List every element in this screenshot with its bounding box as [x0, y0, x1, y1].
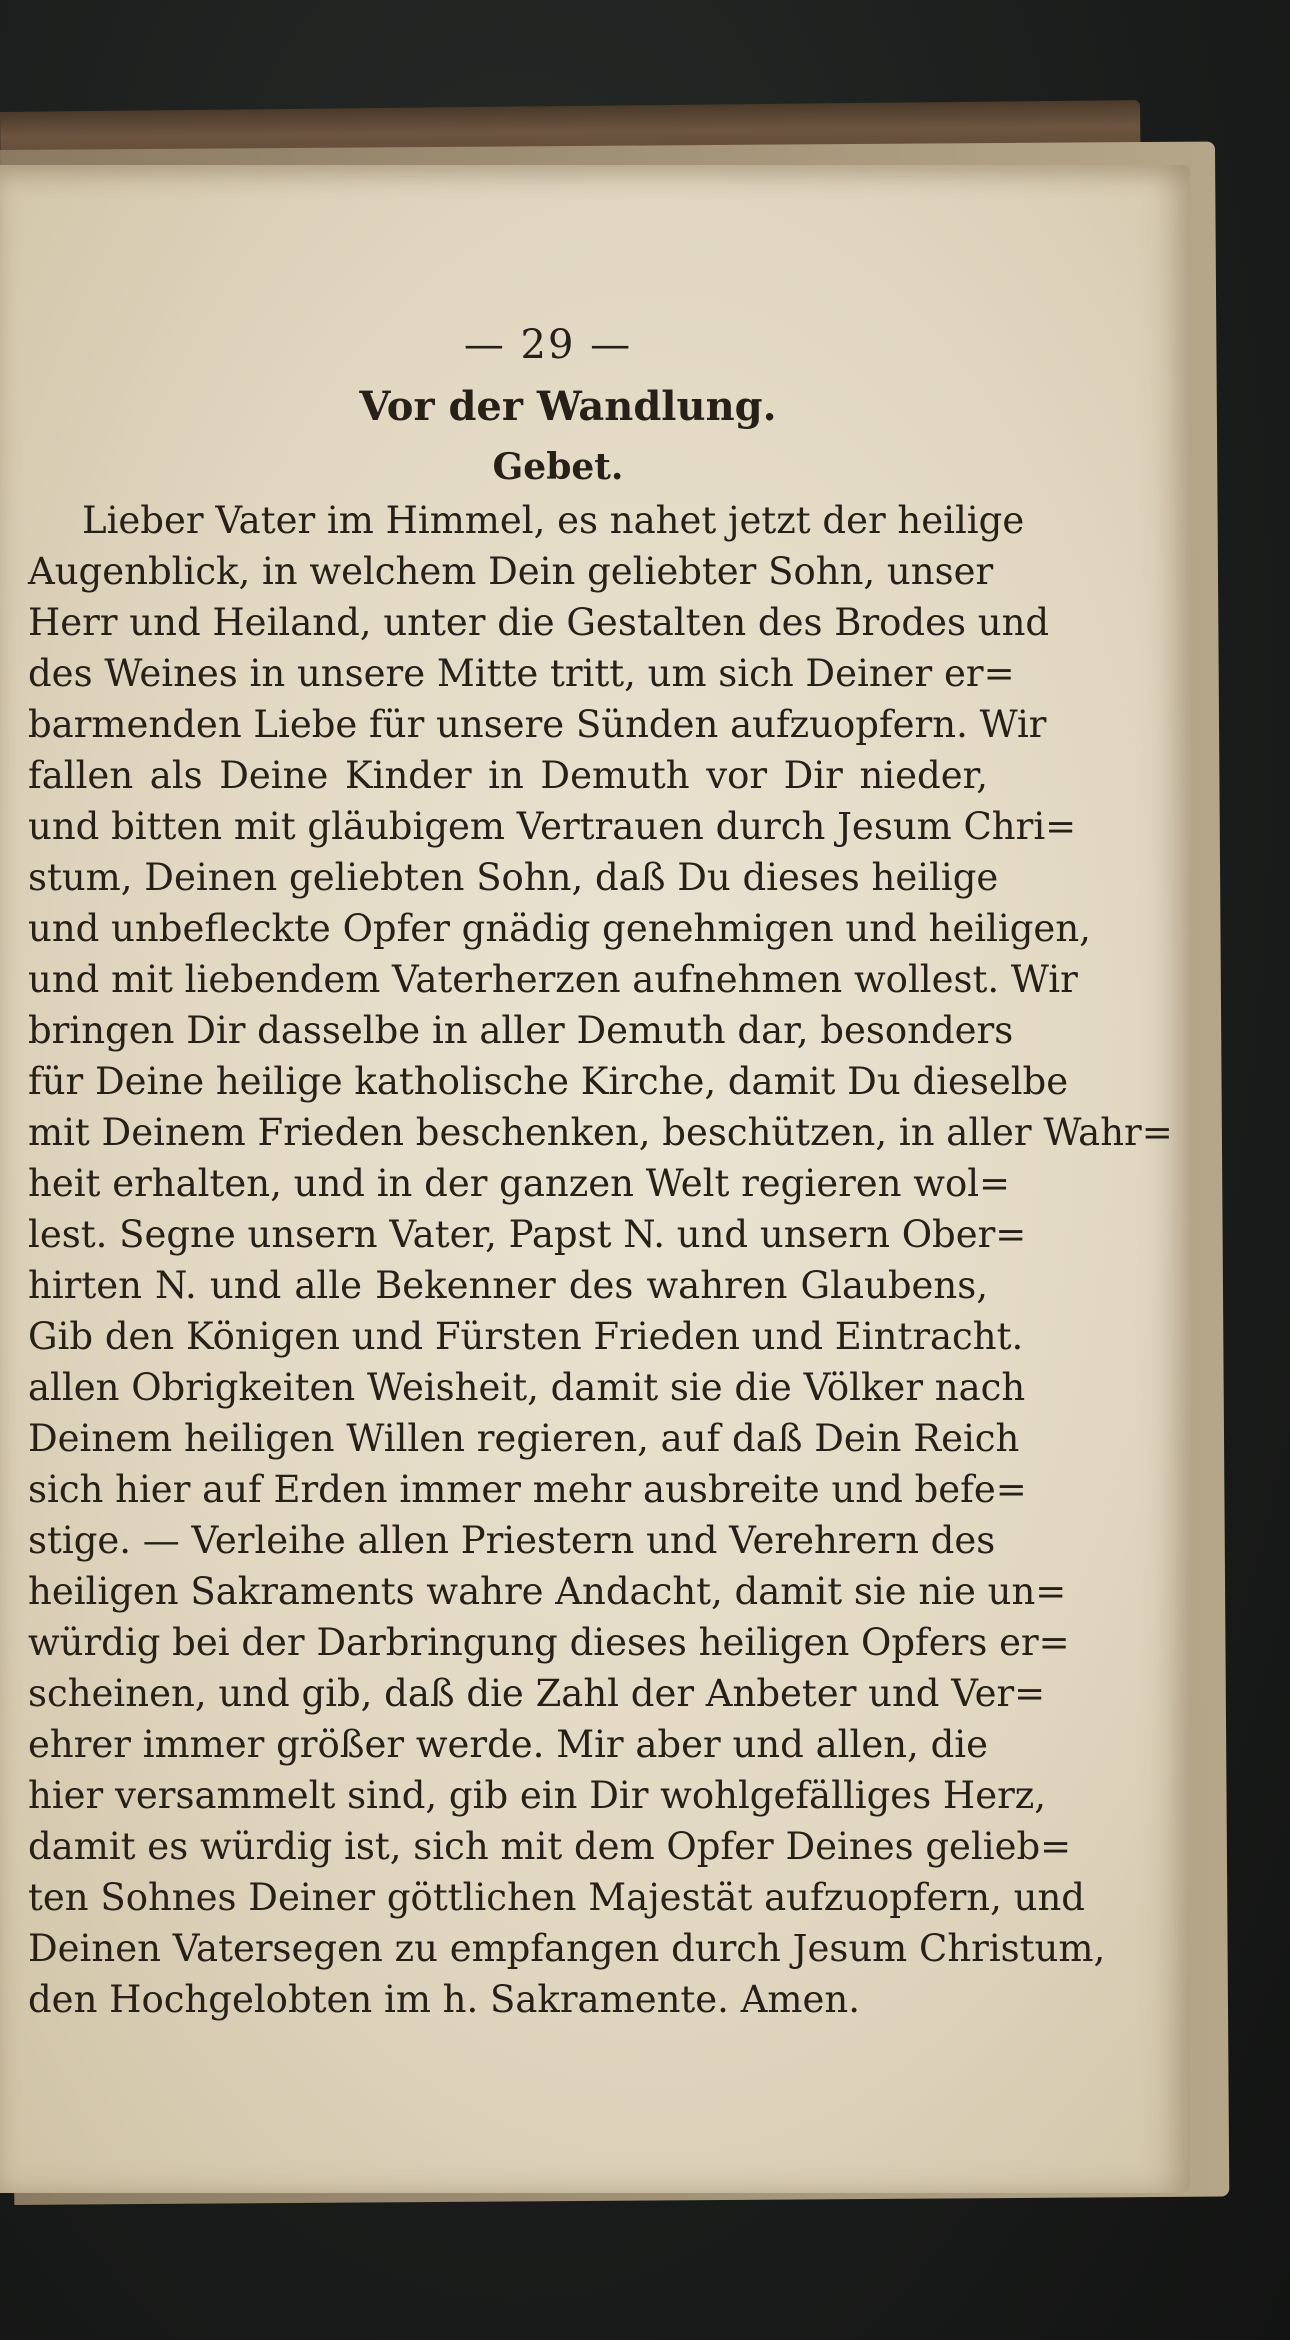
book-page: [0, 165, 1190, 2193]
text-line: lest. Segne unsern Vater, Papst N. und unsern Ober=: [28, 1213, 1027, 1256]
text-line: Herr und Heiland, unter die Gestalten des Brodes und: [28, 601, 1050, 644]
text-line: heiligen Sakraments wahre Andacht, damit sie nie un=: [28, 1570, 1067, 1613]
text-line: scheinen, und gib, daß die Zahl der Anbeter und Ver=: [28, 1672, 1046, 1715]
text-line: und unbefleckte Opfer gnädig genehmigen und heiligen,: [28, 907, 1091, 950]
text-line: allen Obrigkeiten Weisheit, damit sie die Völker nach: [28, 1366, 1026, 1409]
text-line: würdig bei der Darbringung dieses heiligen Opfers er=: [28, 1621, 1070, 1664]
text-line: Lieber Vater im Himmel, es nahet jetzt der heilige: [82, 499, 1025, 542]
text-line: des Weines in unsere Mitte tritt, um sich Deiner er=: [28, 652, 1015, 695]
text-line: damit es würdig ist, sich mit dem Opfer Deines gelieb=: [28, 1825, 1072, 1868]
text-line: Deinem heiligen Willen regieren, auf daß Dein Reich: [28, 1417, 1020, 1460]
text-line: hier versammelt sind, gib ein Dir wohlgefälliges Herz,: [28, 1774, 1047, 1817]
page-text-block: [28, 315, 1173, 2025]
text-line: für Deine heilige katholische Kirche, damit Du dieselbe: [28, 1060, 1069, 1103]
section-subheading: Gebet.: [492, 446, 624, 488]
text-line: und mit liebendem Vaterherzen aufnehmen wollest. Wir: [28, 958, 1078, 1001]
text-line: Gib den Königen und Fürsten Frieden und Eintracht.: [28, 1315, 1024, 1358]
section-heading: Vor der Wandlung.: [359, 383, 777, 430]
text-line: stum, Deinen geliebten Sohn, daß Du dieses heilige: [28, 856, 999, 899]
page-number: — 29 —: [463, 322, 633, 368]
text-line: hirten N. und alle Bekenner des wahren Glaubens,: [28, 1264, 988, 1307]
text-line: bringen Dir dasselbe in aller Demuth dar, besonders: [28, 1009, 1014, 1052]
text-line: sich hier auf Erden immer mehr ausbreite und befe=: [28, 1468, 1027, 1511]
text-line: ehrer immer größer werde. Mir aber und allen, die: [28, 1723, 988, 1766]
text-line: stige. — Verleihe allen Priestern und Verehrern des: [28, 1519, 996, 1562]
text-line: den Hochgelobten im h. Sakramente. Amen.: [28, 1978, 860, 2021]
prayer-body: [28, 495, 1173, 2025]
text-line: fallen als Deine Kinder in Demuth vor Dir nieder,: [28, 754, 988, 797]
text-line: ten Sohnes Deiner göttlichen Majestät aufzuopfern, und: [28, 1876, 1085, 1919]
text-line: und bitten mit gläubigem Vertrauen durch Jesum Chri=: [28, 805, 1077, 848]
text-line: mit Deinem Frieden beschenken, beschützen, in aller Wahr=: [28, 1111, 1173, 1154]
text-line: Augenblick, in welchem Dein geliebter Sohn, unser: [28, 550, 994, 593]
text-line: barmenden Liebe für unsere Sünden aufzuopfern. Wir: [28, 703, 1047, 746]
text-line: Deinen Vatersegen zu empfangen durch Jesum Christum,: [28, 1927, 1106, 1970]
text-line: heit erhalten, und in der ganzen Welt regieren wol=: [28, 1162, 1011, 1205]
